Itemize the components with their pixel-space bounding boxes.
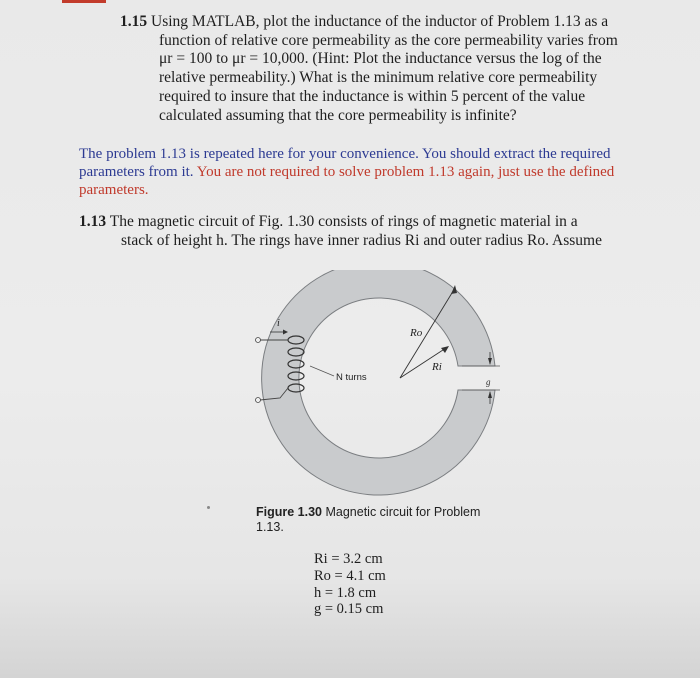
problem-line: stack of height h. The rings have inner radius Ri and outer radius Ro. Assume xyxy=(121,231,602,249)
inner-radius-label: Ri xyxy=(432,361,442,373)
turns-label: N turns xyxy=(336,372,367,383)
problem-line: Using MATLAB, plot the inductance of the inductor of Problem 1.13 as a xyxy=(151,13,609,30)
parameter-g: g = 0.15 cm xyxy=(314,601,384,618)
note-blue-text: The problem 1.13 is repeated here for your convenience. You should extract the required parameters from it. xyxy=(79,146,611,181)
problem-1-15 xyxy=(120,13,660,125)
gap-label: g xyxy=(486,377,491,387)
bullet-dot xyxy=(207,506,210,509)
problem-line: μr = 100 to μr = 10,000. (Hint: Plot the inductance versus the log of the xyxy=(159,50,602,68)
magnetic-circuit-figure xyxy=(250,270,520,500)
figure-caption xyxy=(256,505,496,535)
figure-caption-label: Figure 1.30 xyxy=(256,505,322,519)
turns-pointer xyxy=(310,366,334,376)
problem-line: The magnetic circuit of Fig. 1.30 consists of rings of magnetic material in a xyxy=(109,213,578,230)
problem-number: 1.15 xyxy=(120,13,148,30)
parameter-list xyxy=(314,551,386,618)
inner-radius-arrowhead xyxy=(441,346,449,353)
red-header-mark xyxy=(62,0,106,3)
note-red-text: You are not required to solve problem 1.13 again, just use the defined parameters. xyxy=(79,164,615,199)
parameter-ri: Ri = 3.2 cm xyxy=(314,551,383,567)
problem-1-13 xyxy=(79,213,659,250)
problem-line: required to insure that the inductance is within 5 percent of the value xyxy=(159,87,586,105)
problem-number: 1.13 xyxy=(79,213,107,230)
terminal-top xyxy=(256,338,261,343)
current-label: i xyxy=(277,318,280,329)
parameter-h: h = 1.8 cm xyxy=(314,584,377,601)
problem-line: function of relative core permeability as the core permeability varies from xyxy=(159,31,618,49)
problem-line: relative permeability.) What is the minimum relative core permeability xyxy=(159,69,598,87)
terminal-bottom xyxy=(256,398,261,403)
parameter-ro: Ro = 4.1 cm xyxy=(314,567,386,584)
outer-radius-label: Ro xyxy=(410,327,423,339)
instructor-note xyxy=(79,145,659,200)
figure-caption-text: Magnetic circuit for Problem 1.13. xyxy=(256,505,481,534)
problem-line: calculated assuming that the core permeability is infinite? xyxy=(159,106,517,124)
magnetic-core-ring xyxy=(262,270,495,495)
